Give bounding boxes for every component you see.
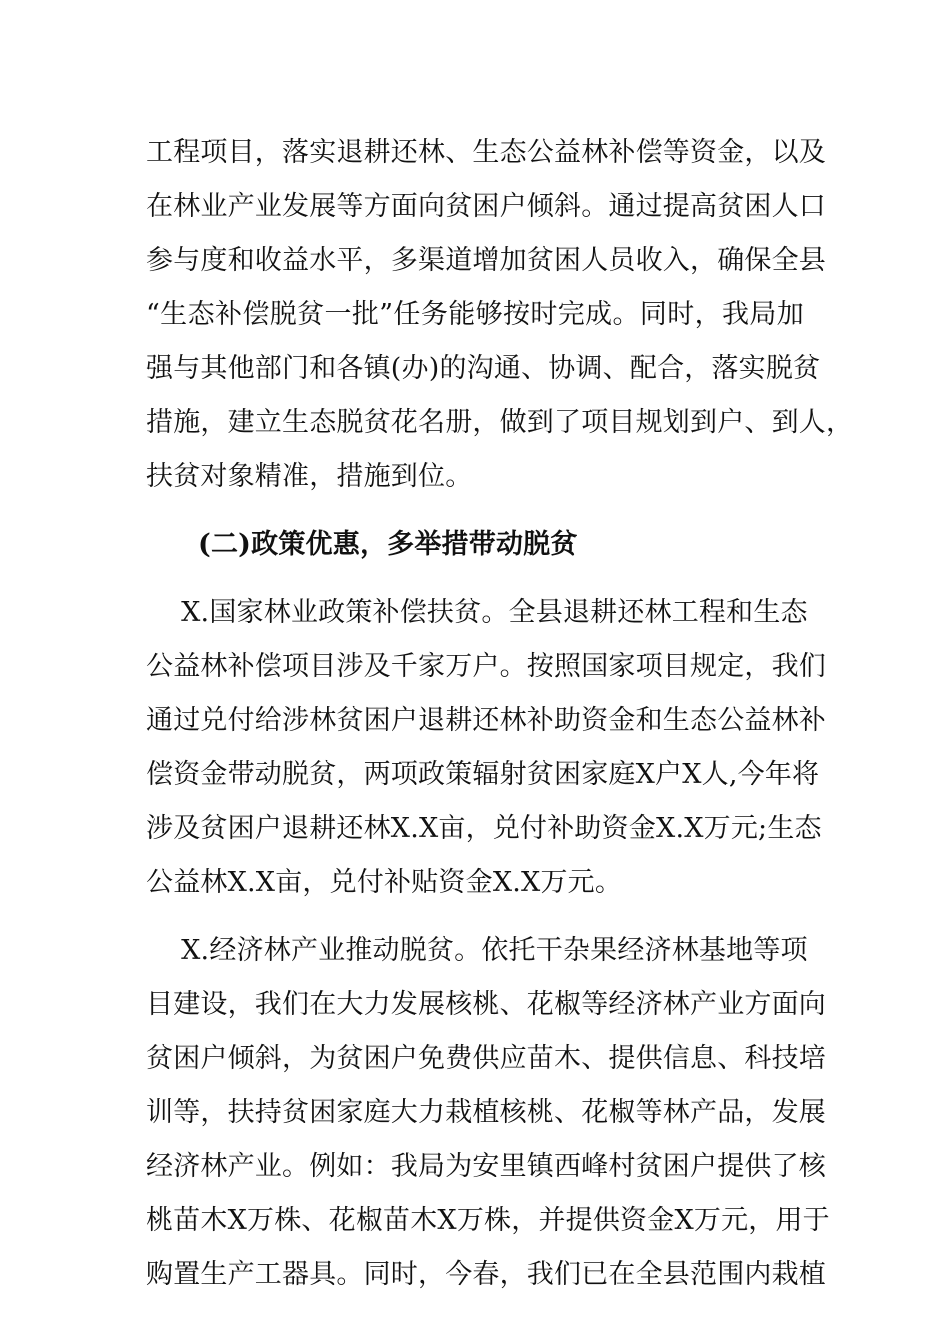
text-line: 公益林补偿项目涉及千家万户。按照国家项目规定，我们 xyxy=(146,651,826,682)
section-heading: (二)政策优惠，多举措带动脱贫 xyxy=(198,529,578,560)
text-line: 经济林产业。例如：我局为安里镇西峰村贫困户提供了核 xyxy=(146,1151,826,1182)
text-line: 购置生产工器具。同时，今春，我们已在全县范围内栽植 xyxy=(146,1259,826,1290)
text-line: 公益林X.X亩，兑付补贴资金X.X万元。 xyxy=(146,867,623,898)
text-line: 目建设，我们在大力发展核桃、花椒等经济林产业方面向 xyxy=(146,989,826,1020)
text-line: 强与其他部门和各镇(办)的沟通、协调、配合，落实脱贫 xyxy=(146,353,821,384)
text-line: 桃苗木X万株、花椒苗木X万株，并提供资金X万元，用于 xyxy=(146,1205,830,1236)
text-line: 参与度和收益水平，多渠道增加贫困人员收入，确保全县 xyxy=(146,245,826,276)
text-line: 偿资金带动脱贫，两项政策辐射贫困家庭X户X人,今年将 xyxy=(146,759,820,790)
text-line: 涉及贫困户退耕还林X.X亩，兑付补助资金X.X万元;生态 xyxy=(146,813,822,844)
text-line: 措施，建立生态脱贫花名册，做到了项目规划到户、到人， xyxy=(146,407,854,438)
text-line: X.经济林产业推动脱贫。依托干杂果经济林基地等项 xyxy=(146,935,808,966)
text-line: “生态补偿脱贫一批”任务能够按时完成。同时，我局加 xyxy=(146,299,804,330)
text-line: 通过兑付给涉林贫困户退耕还林补助资金和生态公益林补 xyxy=(146,705,826,736)
paragraph-gap xyxy=(146,572,804,586)
text-line: 工程项目，落实退耕还林、生态公益林补偿等资金，以及 xyxy=(146,137,826,168)
paragraph-gap xyxy=(146,910,804,924)
paragraph-gap xyxy=(146,504,804,518)
text-line: 在林业产业发展等方面向贫困户倾斜。通过提高贫困人口 xyxy=(146,191,826,222)
paragraph-3 xyxy=(146,924,830,1302)
paragraph-2 xyxy=(146,586,826,910)
text-line: X.国家林业政策补偿扶贫。全县退耕还林工程和生态 xyxy=(146,597,808,628)
text-line: 贫困户倾斜，为贫困户免费供应苗木、提供信息、科技培 xyxy=(146,1043,826,1074)
text-line: 扶贫对象精准，措施到位。 xyxy=(146,461,473,492)
paragraph-1 xyxy=(146,126,854,504)
text-line: 训等，扶持贫困家庭大力栽植核桃、花椒等林产品，发展 xyxy=(146,1097,826,1128)
document-body xyxy=(146,126,854,1302)
